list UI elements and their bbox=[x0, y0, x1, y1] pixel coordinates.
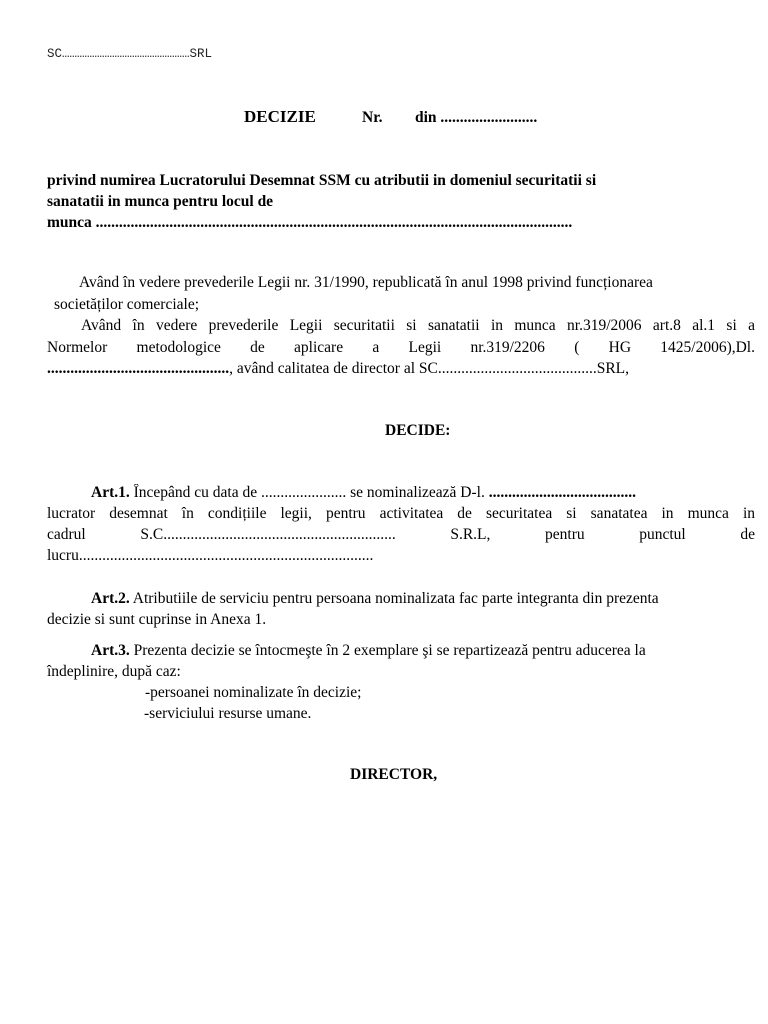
art3-line-1: Art.3. Prezenta decizie se întocmeşte în 2 exemplare şi se repartizează pentru aducerea la bbox=[91, 642, 646, 659]
art1-line-3: cadrul S.C............................................................ S.R.L, pentru punctul de bbox=[47, 526, 755, 543]
subject-line-3: munca ........................................................................................................................... bbox=[47, 214, 573, 231]
director-name-blank: ............................................... bbox=[47, 360, 230, 377]
decide-heading: DECIDE: bbox=[385, 422, 451, 439]
preamble-1-line-2: societăților comerciale; bbox=[54, 296, 200, 313]
preamble-1-line-1: Având în vedere prevederile Legii nr. 31/1990, republicată în anul 1998 privind funcționarea bbox=[79, 274, 653, 291]
distribution-item-2: -serviciului resurse umane. bbox=[144, 705, 312, 722]
art1-line-4: lucru............................................................................ bbox=[47, 547, 374, 564]
subject-line-1: privind numirea Lucratorului Desemnat SSM cu atributii in domeniul securitatii si bbox=[47, 172, 597, 189]
art1-label: Art.1. bbox=[91, 484, 130, 501]
subject-line-2: sanatatii in munca pentru locul de bbox=[47, 193, 274, 210]
distribution-item-1: -persoanei nominalizate în decizie; bbox=[145, 684, 362, 701]
decision-number-label: Nr. bbox=[362, 109, 383, 126]
art1-line-2: lucrator desemnat în condițiile legii, pentru activitatea de securitatea si sanatatea in munca in bbox=[47, 505, 755, 522]
art2-line-1: Art.2. Atributiile de serviciu pentru persoana nominalizata fac parte integranta din prezenta bbox=[91, 590, 659, 607]
art2-line-2: decizie si sunt cuprinse in Anexa 1. bbox=[47, 611, 267, 628]
preamble-2-line-1: Având în vedere prevederile Legii securitatii si sanatatii in munca nr.319/2006 art.8 al.1 si a bbox=[81, 317, 755, 334]
art2-label: Art.2. bbox=[91, 590, 130, 607]
decision-date-label: din ......................... bbox=[415, 109, 538, 126]
director-signature: DIRECTOR, bbox=[350, 766, 438, 783]
decision-title: DECIZIE bbox=[244, 107, 316, 126]
art3-label: Art.3. bbox=[91, 642, 130, 659]
person-name-blank: ...................................... bbox=[488, 484, 636, 501]
preamble-2-line-3: ..............................................., având calitatea de director al SC.........................................SRL, bbox=[47, 360, 630, 377]
preamble-2-line-2: Normelor metodologice de aplicare a Legii nr.319/2206 ( HG 1425/2006),Dl. bbox=[47, 339, 755, 356]
art3-line-2: îndeplinire, după caz: bbox=[47, 663, 181, 680]
company-header: SC……………………………………………SRL bbox=[47, 47, 213, 61]
art1-line-1: Art.1. Începând cu data de ...................... se nominalizează D-l. ...................................... bbox=[91, 484, 636, 501]
